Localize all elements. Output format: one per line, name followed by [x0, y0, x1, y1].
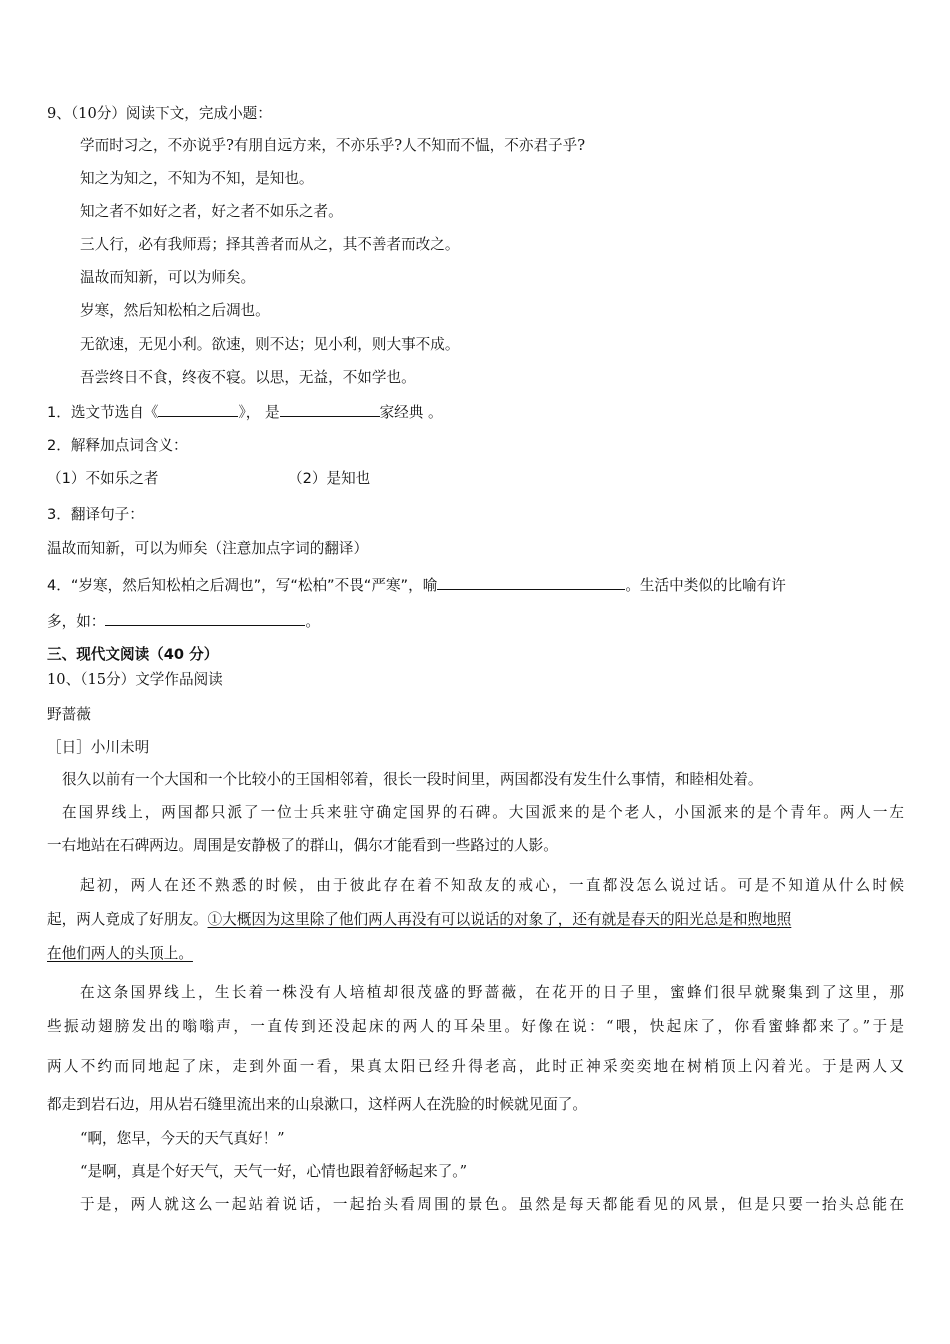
passage-line-5: 温故而知新，可以为师矣。	[80, 269, 256, 286]
passage-line-4: 三人行，必有我师焉；择其善者而从之，其不善者而改之。	[80, 236, 460, 253]
paragraph-3-line-1: 起初，两人在还不熟悉的时候，由于彼此存在着不知敌友的戒心，一直都没怎么说过话。可是不知道从什么时候	[80, 877, 904, 894]
paragraph-1: 很久以前有一个大国和一个比较小的王国相邻着，很长一段时间里，两国都没有发生什么事情，和睦相处着。	[62, 771, 763, 788]
sub-question-2-item-1: （1）不如乐之者	[47, 470, 159, 487]
paragraph-4-line-1: 在这条国界线上，生长着一株没有人培植却很茂盛的野蔷薇，在花开的日子里，蜜蜂们很早就聚集到了这里，那	[80, 984, 904, 1001]
sub-question-1-text-a: 1．选文节选自《	[47, 404, 159, 421]
passage-line-2: 知之为知之，不知为不知，是知也。	[80, 170, 314, 187]
paragraph-4-line-4: 都走到岩石边，用从岩石缝里流出来的山泉漱口，这样两人在洗脸的时候就见面了。	[47, 1096, 587, 1113]
dialog-line-2: “是啊，真是个好天气，天气一好，心情也跟着舒畅起来了。”	[80, 1163, 468, 1180]
section-3-title: 三、现代文阅读（40 分）	[47, 646, 219, 663]
passage-line-3: 知之者不如好之者，好之者不如乐之者。	[80, 203, 343, 220]
sub-question-3-sentence: 温故而知新，可以为师矣（注意加点字词的翻译）	[47, 540, 369, 557]
sub-question-1-text-c: 家经典 。	[379, 404, 443, 421]
answer-blank-example[interactable]	[105, 611, 305, 626]
sub-question-4-text-a: 4．“岁寒，然后知松柏之后凋也”，写“松柏”不畏“严寒”，喻	[47, 577, 438, 594]
question-10-header: 10、（15分）文学作品阅读	[47, 671, 223, 688]
sub-question-4-line-2	[47, 611, 320, 632]
underlined-sentence-1: ①大概因为这里除了他们两人再没有可以说话的对象了，还有就是春天的阳光总是和煦地照	[207, 911, 792, 928]
sub-question-4-text-d: 。	[305, 613, 320, 630]
answer-blank-metaphor[interactable]	[437, 575, 625, 590]
passage-line-8: 吾尝终日不食，终夜不寝。以思，无益，不如学也。	[80, 369, 416, 386]
answer-blank-school[interactable]	[280, 402, 380, 417]
passage-line-7: 无欲速，无见小利。欲速，则不达；见小利，则大事不成。	[80, 336, 460, 353]
sub-question-2-item-2: （2）是知也	[288, 470, 371, 487]
sub-question-1	[47, 402, 443, 423]
paragraph-3-line-2	[47, 910, 791, 930]
answer-blank-book[interactable]	[158, 402, 238, 417]
question-9-header: 9、（10分）阅读下文，完成小题：	[47, 105, 272, 122]
sub-question-4-text-b: 。生活中类似的比喻有许	[625, 577, 786, 594]
sub-question-4-text-c: 多，如：	[47, 613, 106, 630]
paragraph-2-line-2: 一右地站在石碑两边。周围是安静极了的群山，偶尔才能看到一些路过的人影。	[47, 837, 558, 854]
passage-line-1: 学而时习之，不亦说乎?有朋自远方来，不亦乐乎?人不知而不愠，不亦君子乎?	[80, 137, 586, 154]
paragraph-4-line-2: 些振动翅膀发出的嗡嗡声，一直传到还没起床的两人的耳朵里。好像在说：“喂，快起床了，你看蜜蜂都来了。”于是	[47, 1018, 904, 1035]
sub-question-1-text-b: 》， 是	[238, 404, 280, 421]
sub-question-2-title: 2．解释加点词含义：	[47, 437, 188, 454]
story-author: ［日］小川未明	[47, 739, 150, 756]
paragraph-3-text-a: 起，两人竟成了好朋友。	[47, 911, 208, 928]
sub-question-4-line-1	[47, 575, 786, 596]
paragraph-4-line-3: 两人不约而同地起了床，走到外面一看，果真太阳已经升得老高，此时正神采奕奕地在树梢顶上闪着光。于是两人又	[47, 1058, 904, 1075]
paragraph-2-line-1: 在国界线上，两国都只派了一位士兵来驻守确定国界的石碑。大国派来的是个老人，小国派来的是个青年。两人一左	[62, 804, 904, 821]
sub-question-3-title: 3．翻译句子：	[47, 506, 144, 523]
paragraph-5-line-1: 于是，两人就这么一起站着说话，一起抬头看周围的景色。虽然是每天都能看见的风景，但是只要一抬头总能在	[80, 1196, 904, 1213]
underlined-sentence-1-end: 在他们两人的头顶上。	[47, 945, 193, 962]
passage-line-6: 岁寒，然后知松柏之后凋也。	[80, 302, 270, 319]
story-title: 野蔷薇	[47, 706, 91, 723]
dialog-line-1: “啊，您早，今天的天气真好！”	[80, 1130, 285, 1147]
